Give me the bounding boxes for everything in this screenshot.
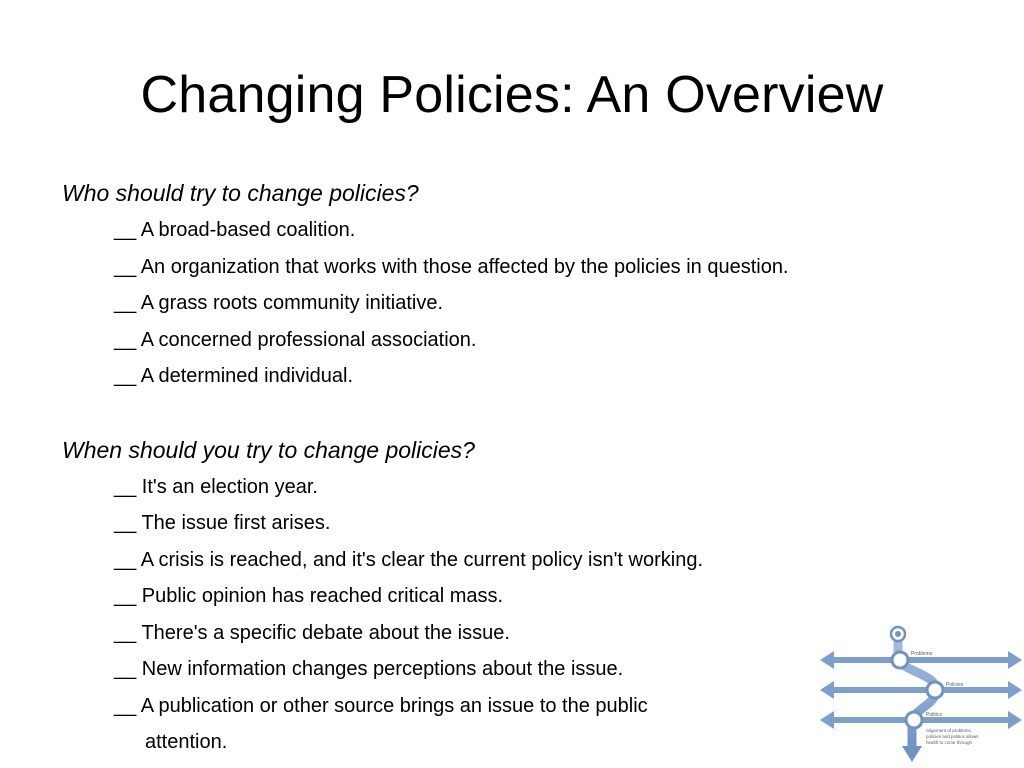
- question-when: When should you try to change policies?: [62, 436, 475, 463]
- list-item: __ An organization that works with those affected by the policies in question.: [114, 255, 789, 278]
- list-item: __ The issue first arises.: [114, 512, 331, 534]
- politics-junction: [906, 712, 922, 728]
- problems-junction: [892, 652, 908, 668]
- list-item: __ Public opinion has reached critical mass.: [114, 585, 504, 607]
- list-item: __ A crisis is reached, and it's clear the current policy isn't working.: [114, 548, 704, 571]
- problems-label: Problems: [911, 651, 933, 657]
- policies-junction: [927, 682, 943, 698]
- list-item: __ New information changes perceptions about the issue.: [114, 658, 624, 680]
- section-spacer: [62, 395, 962, 433]
- diagram-caption-line: Alignment of problems,: [926, 728, 973, 733]
- diagram-caption-line: policies and politics allows: [926, 734, 979, 739]
- list-item: __ A determined individual.: [114, 365, 354, 387]
- policies-stream-arrow: [820, 681, 1022, 699]
- list-item-line: __ A publication or other source brings an issue to the public: [114, 694, 648, 717]
- politics-label: Politics: [926, 712, 942, 718]
- list-item: __ A broad-based coalition.: [114, 219, 356, 241]
- list-item: __ A concerned professional association.: [114, 328, 477, 351]
- list-item: __ A grass roots community initiative.: [114, 292, 444, 314]
- list-item: __ There's a specific debate about the issue.: [114, 621, 510, 644]
- list-item: __ It's an election year.: [114, 475, 318, 498]
- policies-label: Policies: [946, 682, 964, 688]
- question-who: Who should try to change policies?: [62, 180, 419, 206]
- policy-alignment-diagram: [818, 624, 1024, 764]
- slide-title: Changing Policies: An Overview: [140, 66, 884, 124]
- list-item-continuation: attention.: [145, 731, 228, 753]
- diagram-caption-line: health to come through: [926, 740, 973, 745]
